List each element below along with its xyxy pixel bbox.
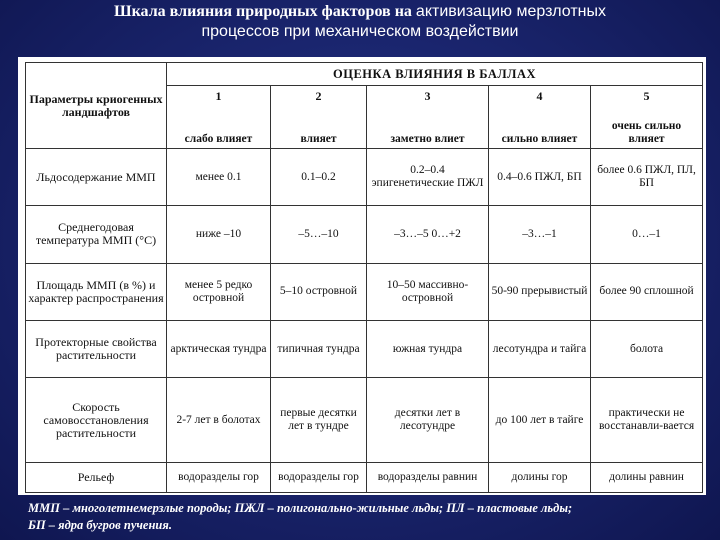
table-panel <box>18 57 706 495</box>
table-row <box>26 320 703 377</box>
table-cell: водоразделы равнин <box>367 463 489 493</box>
slide-title-line1-part2: активизацию мерзлотных <box>415 3 606 20</box>
table-cell: до 100 лет в тайге <box>489 378 591 463</box>
table-cell: –3…–1 <box>489 206 591 263</box>
table-cell: десятки лет в лесотундре <box>367 378 489 463</box>
table-cell: 0.1–0.2 <box>271 149 367 206</box>
param-name: Протекторные свойства растительности <box>26 320 167 377</box>
table-row <box>26 206 703 263</box>
score-number: 2 <box>271 86 367 119</box>
table-cell: долины равнин <box>591 463 703 493</box>
table-header-row <box>26 63 703 86</box>
score-group-header: ОЦЕНКА ВЛИЯНИЯ В БАЛЛАХ <box>167 63 703 86</box>
slide-title-line1 <box>0 2 720 22</box>
param-name: Площадь ММП (в %) и характер распространения <box>26 263 167 320</box>
score-number: 4 <box>489 86 591 119</box>
table-cell: долины гор <box>489 463 591 493</box>
table-cell: более 90 сплошной <box>591 263 703 320</box>
score-label: очень сильно влияет <box>591 118 703 149</box>
impact-scale-table <box>25 62 703 493</box>
table-cell: типичная тундра <box>271 320 367 377</box>
param-name: Льдосодержание ММП <box>26 149 167 206</box>
table-cell: 10–50 массивно-островной <box>367 263 489 320</box>
table-row <box>26 378 703 463</box>
table-cell: южная тундра <box>367 320 489 377</box>
table-cell: практически не восстанавли-вается <box>591 378 703 463</box>
footnote-line: БП – ядра бугров пучения. <box>28 518 172 532</box>
score-number: 5 <box>591 86 703 119</box>
param-column-header: Параметры криогенных ландшафтов <box>26 63 167 149</box>
slide-title-line2: процессов при механическом воздействии <box>201 23 519 40</box>
table-cell: менее 0.1 <box>167 149 271 206</box>
table-cell: 5–10 островной <box>271 263 367 320</box>
table-row <box>26 149 703 206</box>
table-cell: 0.4–0.6 ПЖЛ, БП <box>489 149 591 206</box>
table-cell: 50-90 прерывистый <box>489 263 591 320</box>
score-number: 1 <box>167 86 271 119</box>
slide-title <box>0 2 720 42</box>
table-row <box>26 463 703 493</box>
param-name: Среднегодовая температура ММП (°С) <box>26 206 167 263</box>
slide-title-line1-part1: Шкала влияния природных факторов на <box>114 3 412 20</box>
table-cell: 0.2–0.4 эпигенетические ПЖЛ <box>367 149 489 206</box>
score-label: влияет <box>271 118 367 149</box>
table-cell: более 0.6 ПЖЛ, ПЛ, БП <box>591 149 703 206</box>
table-cell: –5…–10 <box>271 206 367 263</box>
table-row <box>26 263 703 320</box>
table-cell: первые десятки лет в тундре <box>271 378 367 463</box>
score-label: слабо влияет <box>167 118 271 149</box>
table-cell: ниже –10 <box>167 206 271 263</box>
table-cell: арктическая тундра <box>167 320 271 377</box>
table-cell: 2-7 лет в болотах <box>167 378 271 463</box>
param-name: Рельеф <box>26 463 167 493</box>
table-cell: болота <box>591 320 703 377</box>
table-cell: лесотундра и тайга <box>489 320 591 377</box>
table-cell: 0…–1 <box>591 206 703 263</box>
table-cell: –3…–5 0…+2 <box>367 206 489 263</box>
table-cell: водоразделы гор <box>271 463 367 493</box>
score-label: сильно влияет <box>489 118 591 149</box>
table-cell: менее 5 редко островной <box>167 263 271 320</box>
footnote-line: ММП – многолетнемерзлые породы; ПЖЛ – полигонально-жильные льды; ПЛ – пластовые льды; <box>28 501 573 515</box>
score-number: 3 <box>367 86 489 119</box>
table-cell: водоразделы гор <box>167 463 271 493</box>
param-name: Скорость самовосстановления растительности <box>26 378 167 463</box>
score-label: заметно влиет <box>367 118 489 149</box>
abbreviation-footnote <box>28 500 698 534</box>
